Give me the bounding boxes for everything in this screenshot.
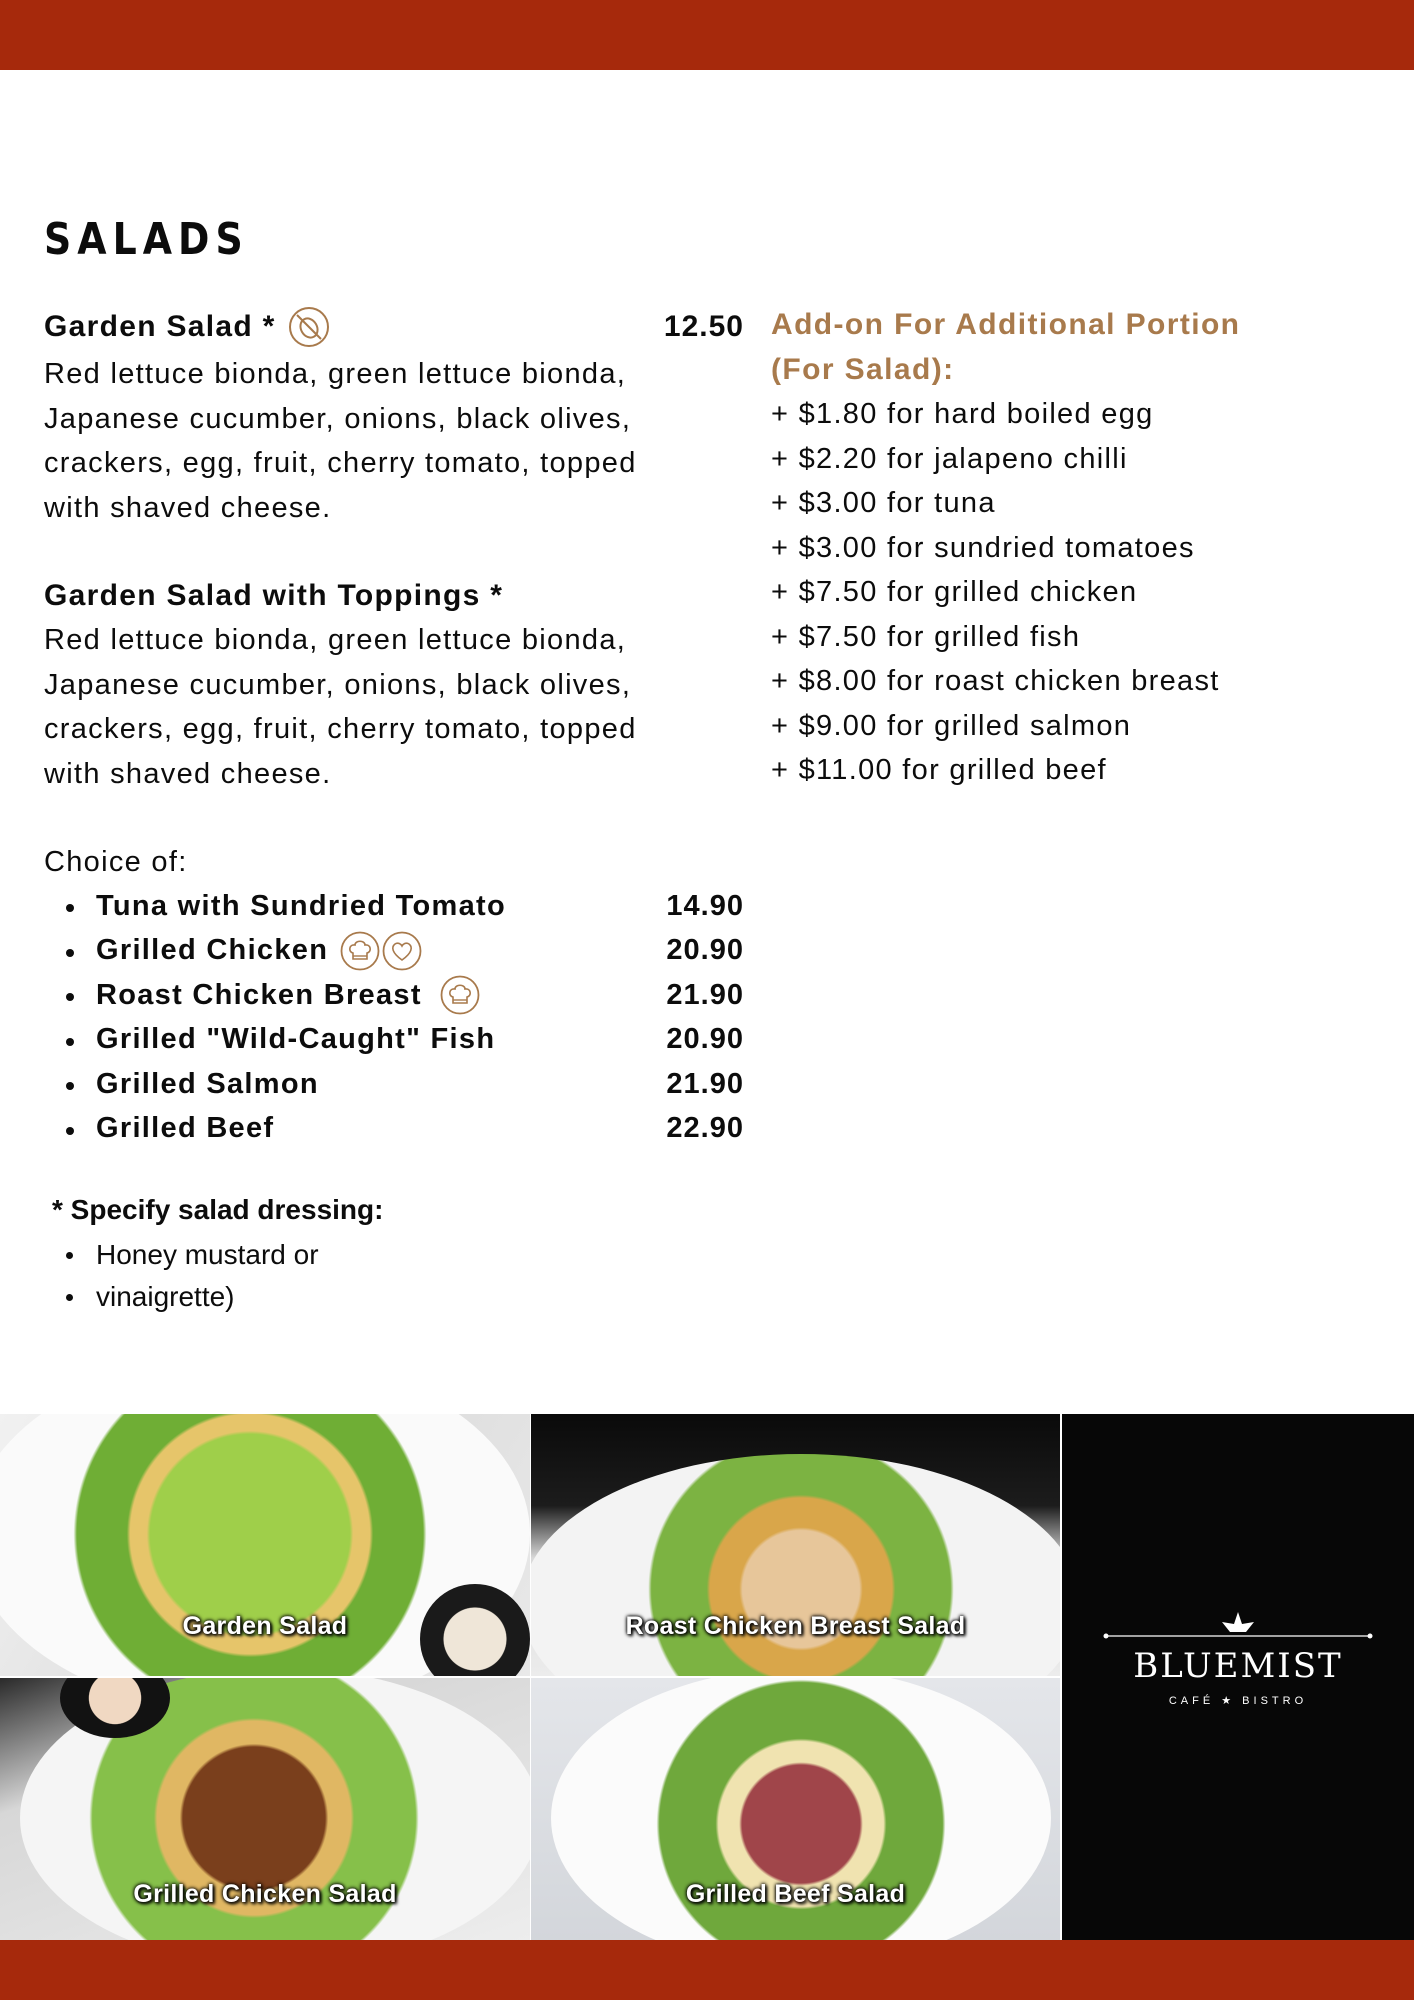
photo-grilled-beef-salad	[531, 1678, 1060, 1940]
addon-item: + $7.50 for grilled chicken	[771, 576, 1138, 608]
dressing-options	[52, 1234, 383, 1318]
choice-price: 20.90	[666, 934, 744, 967]
choice-price: 20.90	[666, 1023, 744, 1056]
addon-item: + $1.80 for hard boiled egg	[771, 398, 1154, 430]
choice-price: 21.90	[666, 1067, 744, 1100]
item-description: Red lettuce bionda, green lettuce bionda, Japanese cucumber, onions, black olives, crackers, egg, fruit, cherry tomato, topped with shaved cheese.	[44, 358, 637, 524]
photo-caption: Roast Chicken Breast Salad	[625, 1612, 966, 1640]
bottom-color-band	[0, 1940, 1414, 2000]
choice-item	[44, 929, 744, 974]
choice-item	[44, 884, 744, 929]
dressing-option: vinaigrette)	[52, 1276, 383, 1318]
menu-item-garden-salad	[44, 302, 744, 352]
addon-item: + $11.00 for grilled beef	[771, 754, 1107, 786]
brand-logo-panel	[1062, 1414, 1414, 1940]
addon-title: Add-on For Additional Portion	[771, 308, 1241, 341]
dressing-title: * Specify salad dressing:	[52, 1194, 384, 1225]
item-description: Red lettuce bionda, green lettuce bionda, Japanese cucumber, onions, black olives, crackers, egg, fruit, cherry tomato, topped with shaved cheese.	[44, 624, 637, 790]
choice-item	[44, 1062, 744, 1107]
photo-grilled-chicken-salad	[0, 1678, 530, 1940]
menu-items-column	[44, 302, 744, 1151]
photo-caption: Grilled Chicken Salad	[133, 1880, 397, 1908]
heart-icon	[382, 931, 422, 971]
photo-roast-chicken-breast-salad	[531, 1414, 1060, 1676]
choice-label: Choice of:	[44, 846, 188, 878]
addon-column	[771, 302, 1371, 793]
photo-caption: Grilled Beef Salad	[685, 1880, 906, 1908]
addon-subtitle: (For Salad):	[771, 353, 955, 386]
logo-name: BLUEMIST	[1133, 1646, 1343, 1686]
choice-name: Tuna with Sundried Tomato	[96, 889, 507, 922]
addon-item: + $2.20 for jalapeno chilli	[771, 442, 1128, 475]
addon-item: + $7.50 for grilled fish	[771, 620, 1081, 653]
choice-name: Grilled Beef	[96, 1112, 275, 1145]
choice-name: Grilled Chicken	[96, 934, 329, 967]
section-title: SALADS	[44, 214, 249, 265]
dressing-note	[52, 1186, 383, 1318]
photo-caption: Garden Salad	[182, 1612, 348, 1640]
choice-item	[44, 1107, 744, 1152]
photo-gallery	[0, 1414, 1414, 1940]
photo-garden-salad	[0, 1414, 530, 1676]
addon-item: + $3.00 for tuna	[771, 487, 996, 519]
no-egg-icon	[288, 306, 330, 348]
choice-price: 14.90	[666, 889, 744, 922]
chef-hat-icon	[340, 931, 380, 971]
choice-item	[44, 973, 744, 1018]
choice-name: Roast Chicken Breast	[96, 978, 422, 1011]
choice-item	[44, 1018, 744, 1063]
addon-item: + $9.00 for grilled salmon	[771, 709, 1132, 742]
addon-item: + $3.00 for sundried tomatoes	[771, 531, 1195, 564]
logo-tagline: CAFÉ ★ BISTRO	[1168, 1695, 1308, 1707]
item-price: 12.50	[663, 310, 744, 343]
dressing-option: Honey mustard or	[52, 1234, 383, 1276]
item-name: Garden Salad *	[44, 310, 276, 343]
choice-price: 22.90	[666, 1112, 744, 1145]
choice-price: 21.90	[666, 978, 744, 1011]
topping-choices	[44, 884, 744, 1151]
item-name: Garden Salad with Toppings *	[44, 579, 504, 612]
choice-name: Grilled "Wild-Caught" Fish	[96, 1023, 496, 1056]
choice-name: Grilled Salmon	[96, 1067, 319, 1100]
addon-list	[771, 392, 1371, 793]
menu-item-garden-salad-toppings	[44, 574, 744, 618]
top-color-band	[0, 0, 1414, 70]
addon-item: + $8.00 for roast chicken breast	[771, 665, 1220, 697]
chef-hat-icon	[440, 975, 480, 1015]
